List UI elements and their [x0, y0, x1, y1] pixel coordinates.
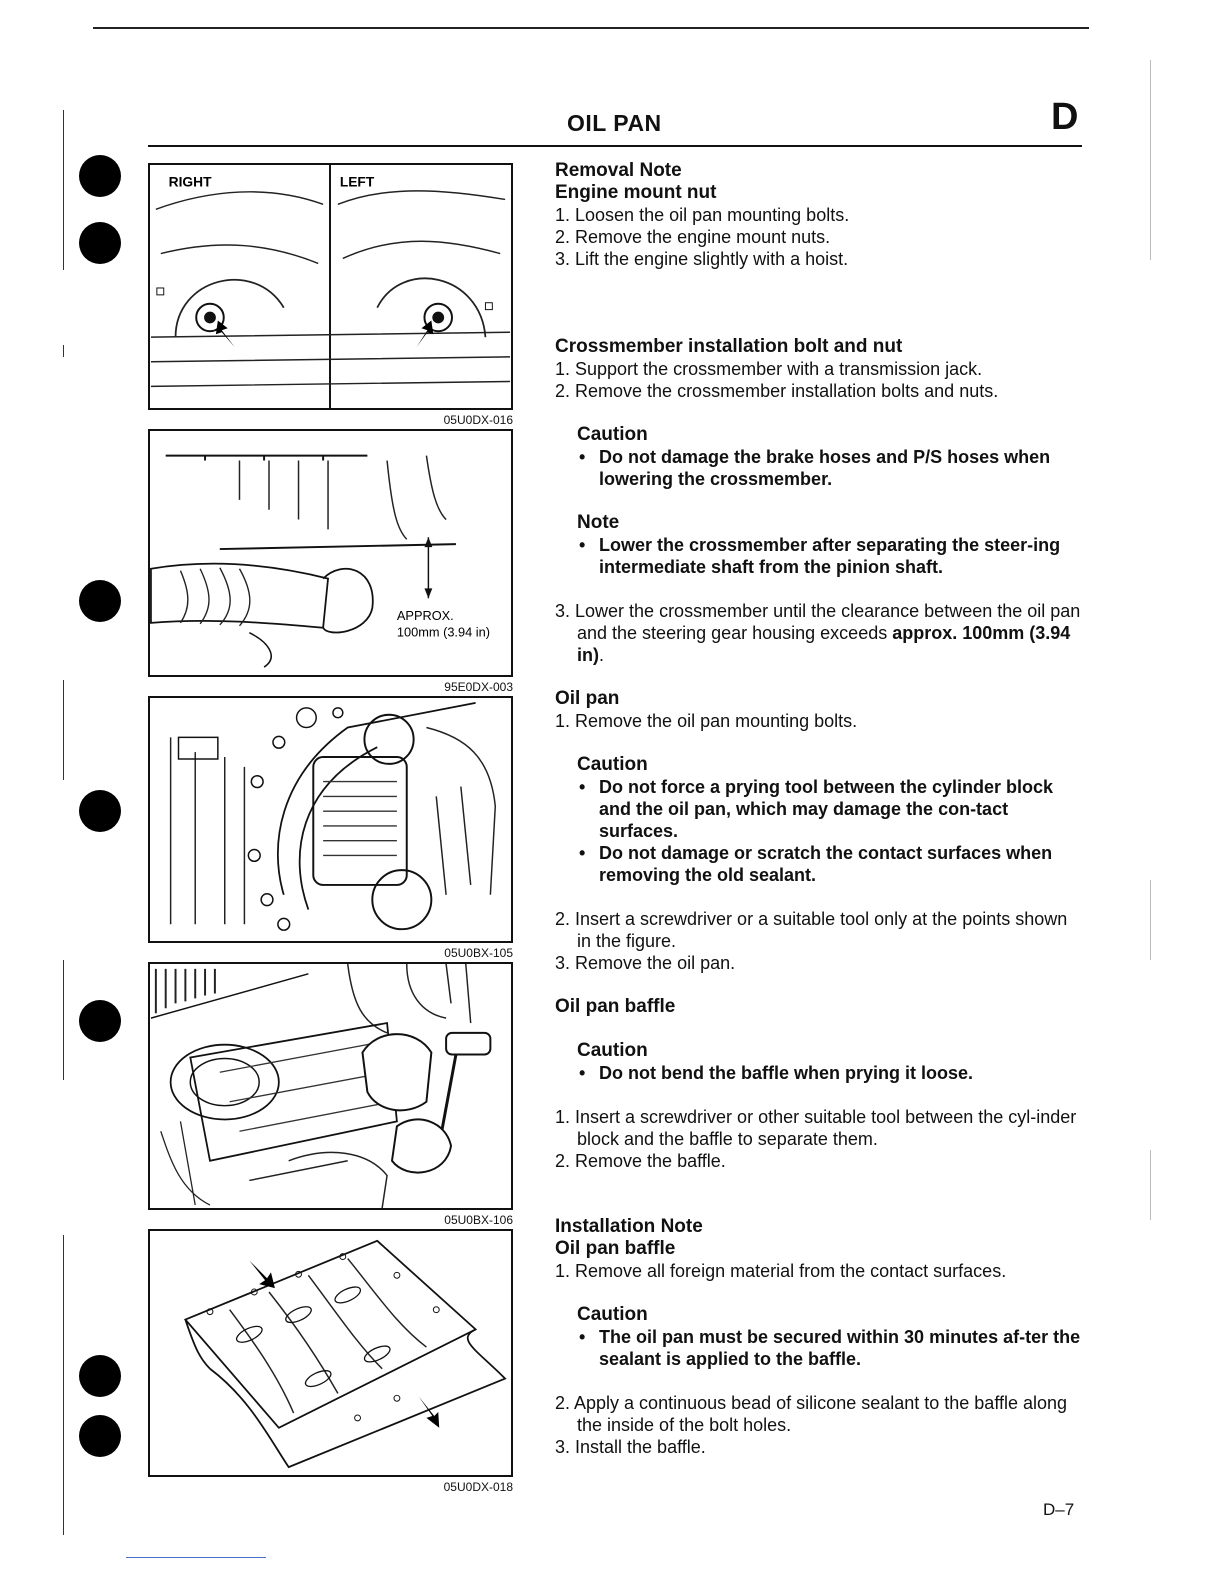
installation-step-1	[555, 1260, 1085, 1282]
installation-note-heading: Installation Note	[555, 1216, 703, 1237]
oil-pan-heading: Oil pan	[555, 688, 620, 709]
binder-hole	[79, 1415, 121, 1457]
list-item: 2. Remove the baffle.	[555, 1151, 726, 1171]
list-item: 2. Apply a continuous bead of silicone sealant to the baffle along the inside of the bolt holes.	[555, 1393, 1068, 1435]
list-item: 3. Lift the engine slightly with a hoist.	[555, 249, 849, 269]
label-dimension: 100mm (3.94 in)	[396, 624, 490, 640]
binder-hole	[79, 155, 121, 197]
note-heading: Note	[577, 512, 620, 533]
caution-item: • Do not damage the brake hoses and P/S hoses when lowering the crossmember.	[577, 446, 1085, 490]
list-item: 1. Remove the oil pan mounting bolts.	[555, 711, 858, 731]
figure-baffle-installation	[148, 1229, 513, 1477]
edge-line	[1150, 880, 1151, 960]
label-approx: APPROX.	[396, 607, 454, 623]
list-item: 3. Install the baffle.	[555, 1437, 706, 1457]
binder-hole	[79, 1000, 121, 1042]
list-item: 3. Remove the oil pan.	[555, 953, 736, 973]
baffle-steps	[555, 1106, 1085, 1172]
binder-hole	[79, 222, 121, 264]
removal-note-heading: Removal Note	[555, 160, 682, 181]
figure-code: 05U0DX-016	[443, 413, 513, 427]
caution-heading: Caution	[577, 1040, 648, 1061]
engine-mount-heading: Engine mount nut	[555, 182, 717, 203]
caution-heading: Caution	[577, 754, 648, 775]
crossmember-step-3	[555, 600, 1085, 666]
oil-pan-steps	[555, 908, 1085, 974]
label-right: RIGHT	[168, 174, 212, 190]
figure-engine-mount	[148, 163, 513, 410]
list-item: 1. Support the crossmember with a transmission jack.	[555, 359, 983, 379]
figure-code: 95E0DX-003	[444, 680, 513, 694]
installation-baffle-heading: Oil pan baffle	[555, 1238, 676, 1259]
baffle-heading: Oil pan baffle	[555, 996, 676, 1017]
margin-line	[63, 110, 64, 270]
caution-list	[577, 776, 1085, 886]
caution-heading: Caution	[577, 1304, 648, 1325]
crossmember-illustration	[150, 431, 511, 675]
crossmember-steps	[555, 358, 1085, 402]
caution-list	[577, 1326, 1085, 1370]
edge-line	[1150, 1150, 1151, 1220]
crossmember-heading: Crossmember installation bolt and nut	[555, 336, 903, 357]
binder-hole	[79, 1355, 121, 1397]
note-list	[577, 534, 1085, 578]
caution-list	[577, 1062, 1085, 1084]
caution-item: • Do not damage or scratch the contact surfaces when removing the old sealant.	[577, 842, 1085, 886]
page-number: D–7	[1043, 1500, 1075, 1519]
clearance-value: approx. 100mm (3.94 in)	[577, 623, 1071, 665]
engine-mount-steps	[555, 204, 1085, 270]
page-title: OIL PAN	[567, 110, 662, 136]
engine-mount-illustration	[150, 165, 511, 408]
footer-rule	[126, 1557, 266, 1558]
list-item	[555, 600, 1085, 666]
figure-code: 05U0DX-018	[443, 1480, 513, 1494]
margin-line	[63, 960, 64, 1080]
list-item: 2. Insert a screwdriver or a suitable tool only at the points shown in the figure.	[555, 909, 1068, 951]
figure-code: 05U0BX-106	[444, 1213, 513, 1227]
caution-list	[577, 446, 1085, 490]
list-item: 2. Remove the crossmember installation bolts and nuts.	[555, 381, 999, 401]
top-rule	[93, 27, 1089, 29]
installation-steps	[555, 1392, 1085, 1458]
margin-line	[63, 1235, 64, 1535]
caution-heading: Caution	[577, 424, 648, 445]
figure-code: 05U0BX-105	[444, 946, 513, 960]
oil-pan-step-1	[555, 710, 1085, 732]
figure-oil-pan-removal	[148, 696, 513, 943]
note-item: • Lower the crossmember after separating the steer-ing intermediate shaft from the pinion shaft.	[577, 534, 1085, 578]
label-left: LEFT	[339, 174, 375, 190]
title-rule	[148, 145, 1082, 147]
binder-hole	[79, 790, 121, 832]
list-item: 2. Remove the engine mount nuts.	[555, 227, 831, 247]
list-item: 1. Insert a screwdriver or other suitable tool between the cyl-inder block and the baffle to separate them.	[555, 1107, 1077, 1149]
binder-hole	[79, 580, 121, 622]
oil-pan-illustration	[150, 698, 511, 941]
margin-line	[63, 680, 64, 780]
section-letter: D	[1051, 96, 1079, 138]
caution-item: • Do not force a prying tool between the cylinder block and the oil pan, which may damage the con-tact surfaces.	[577, 776, 1085, 842]
procedure-text	[555, 160, 1085, 1458]
edge-line	[1150, 60, 1151, 260]
figure-baffle-removal	[148, 962, 513, 1210]
baffle-removal-illustration	[150, 964, 511, 1208]
step-text: 3. Lower the crossmember until the clearance between the oil pan and the steering gear housing exceeds	[555, 601, 1081, 643]
figure-crossmember-clearance	[148, 429, 513, 677]
caution-item: • The oil pan must be secured within 30 minutes af-ter the sealant is applied to the baffle.	[577, 1326, 1085, 1370]
caution-item: • Do not bend the baffle when prying it loose.	[577, 1062, 1085, 1084]
margin-line	[63, 345, 64, 357]
step-end: .	[599, 645, 605, 665]
list-item: 1. Loosen the oil pan mounting bolts.	[555, 205, 850, 225]
baffle-illustration	[150, 1231, 511, 1475]
list-item: 1. Remove all foreign material from the contact surfaces.	[555, 1261, 1007, 1281]
